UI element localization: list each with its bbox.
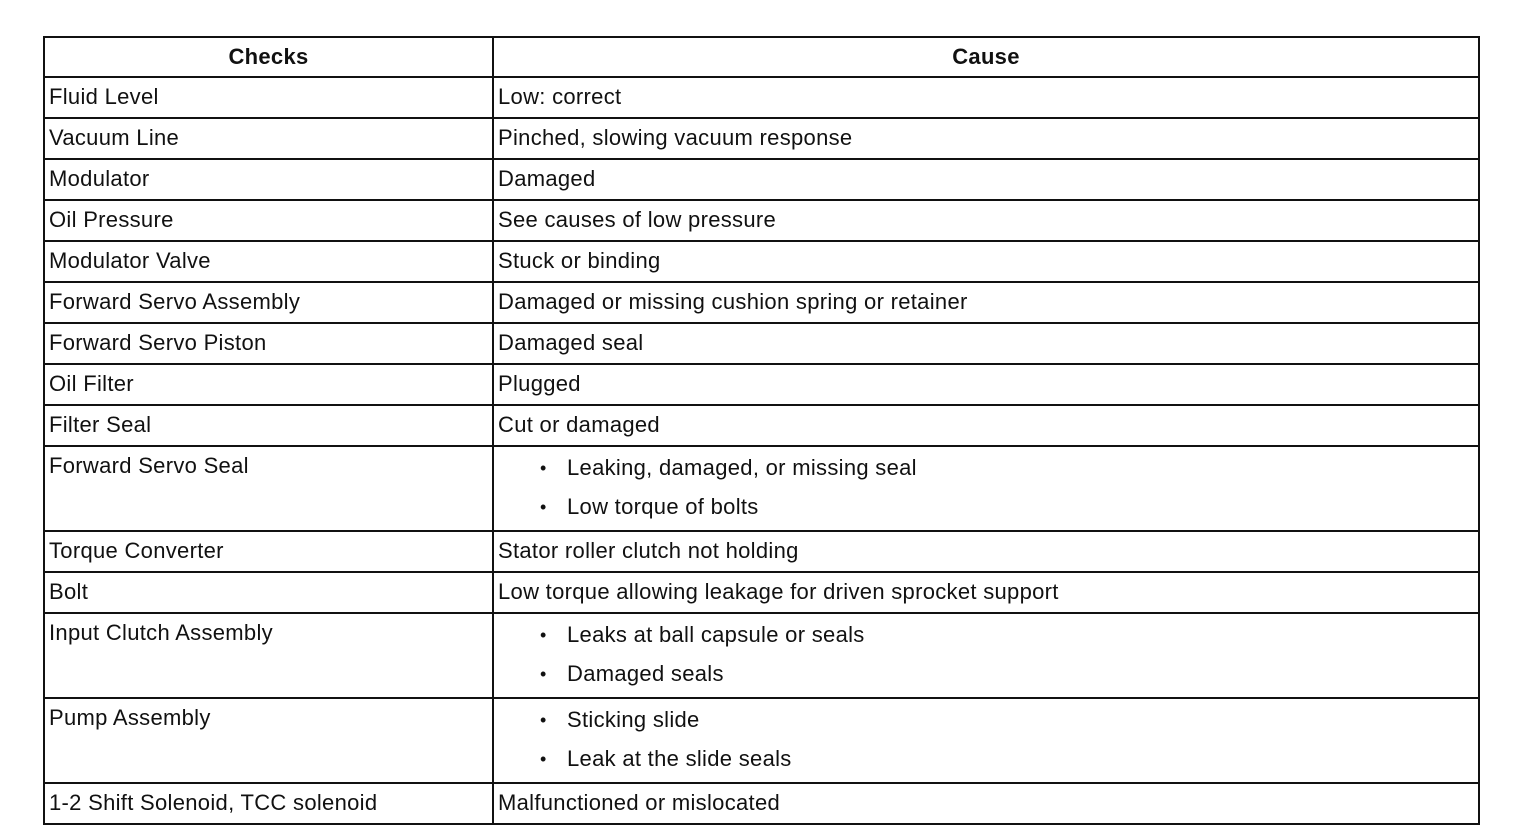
cause-bullet-list [498,614,1474,697]
table-row [44,531,1479,572]
table-row [44,159,1479,200]
checks-cause-table [43,36,1480,825]
check-cell: Modulator Valve [44,241,493,282]
cause-cell: Damaged or missing cushion spring or retainer [493,282,1479,323]
table-row [44,200,1479,241]
cause-cell: Damaged seal [493,323,1479,364]
table-row [44,241,1479,282]
table-row [44,282,1479,323]
check-cell: Forward Servo Piston [44,323,493,364]
cause-cell: See causes of low pressure [493,200,1479,241]
cause-bullet-item: • Leak at the slide seals [540,741,1474,780]
header-checks: Checks [44,37,493,77]
table-row [44,446,1479,531]
cause-cell: Stuck or binding [493,241,1479,282]
check-cell: Filter Seal [44,405,493,446]
check-cell: Input Clutch Assembly [44,613,493,698]
cause-cell: Stator roller clutch not holding [493,531,1479,572]
table-row [44,783,1479,824]
check-cell: Pump Assembly [44,698,493,783]
cause-cell [493,698,1479,783]
table-row [44,405,1479,446]
table-row [44,77,1479,118]
cause-bullet-item: • Leaks at ball capsule or seals [540,617,1474,656]
check-cell: Vacuum Line [44,118,493,159]
table-row [44,323,1479,364]
table-row [44,364,1479,405]
cause-cell: Low: correct [493,77,1479,118]
check-cell: Modulator [44,159,493,200]
check-cell: Forward Servo Seal [44,446,493,531]
check-cell: Fluid Level [44,77,493,118]
table-row [44,118,1479,159]
check-cell: Oil Pressure [44,200,493,241]
cause-cell: Cut or damaged [493,405,1479,446]
check-cell: Oil Filter [44,364,493,405]
cause-bullet-item: • Sticking slide [540,702,1474,741]
cause-bullet-item: • Damaged seals [540,656,1474,695]
cause-cell: Damaged [493,159,1479,200]
check-cell: Torque Converter [44,531,493,572]
table-header-row [44,37,1479,77]
cause-bullet-item: • Leaking, damaged, or missing seal [540,450,1474,489]
check-cell: Bolt [44,572,493,613]
check-cell: 1-2 Shift Solenoid, TCC solenoid [44,783,493,824]
table-row [44,572,1479,613]
cause-bullet-list [498,699,1474,782]
cause-cell: Plugged [493,364,1479,405]
cause-bullet-item: • Low torque of bolts [540,489,1474,528]
cause-cell: Pinched, slowing vacuum response [493,118,1479,159]
cause-cell [493,446,1479,531]
check-cell: Forward Servo Assembly [44,282,493,323]
table-row [44,698,1479,783]
cause-bullet-list [498,447,1474,530]
cause-cell [493,613,1479,698]
cause-cell: Malfunctioned or mislocated [493,783,1479,824]
table-row [44,613,1479,698]
header-cause: Cause [493,37,1479,77]
cause-cell: Low torque allowing leakage for driven sprocket support [493,572,1479,613]
